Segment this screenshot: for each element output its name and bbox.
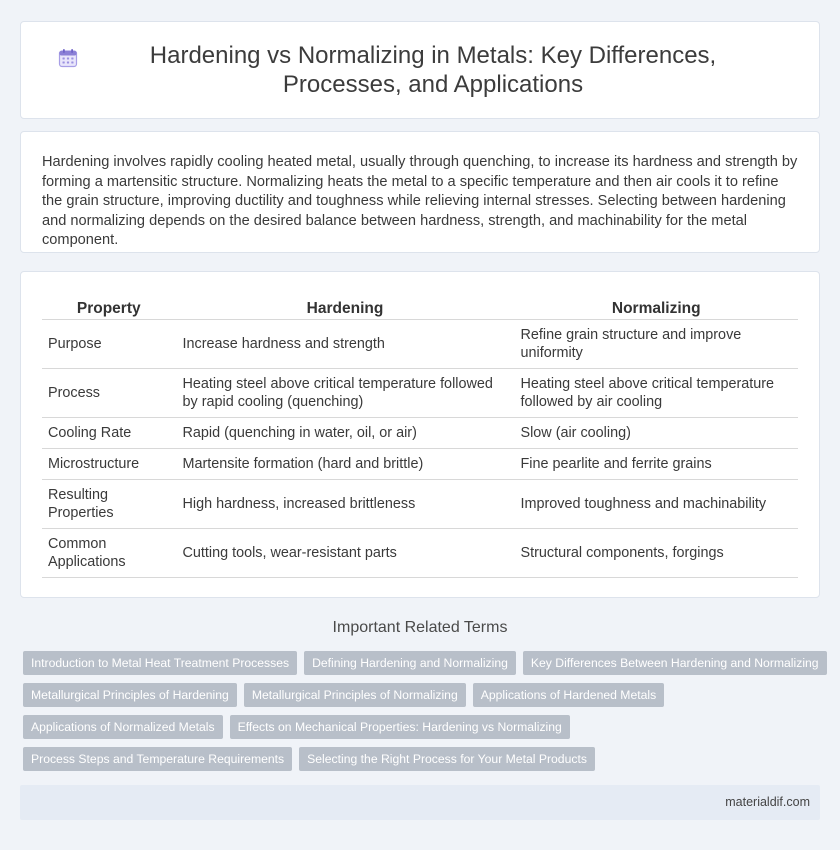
table-cell: Microstructure bbox=[42, 448, 176, 479]
related-term-link[interactable]: Metallurgical Principles of Hardening bbox=[23, 683, 237, 707]
page-title: Hardening vs Normalizing in Metals: Key Differences, Processes, and Applications bbox=[149, 42, 717, 98]
table-header-row bbox=[42, 296, 798, 319]
table-row bbox=[42, 417, 798, 448]
related-term-link[interactable]: Selecting the Right Process for Your Metal Products bbox=[299, 747, 595, 771]
table-cell: Martensite formation (hard and brittle) bbox=[176, 448, 514, 479]
table-cell: Increase hardness and strength bbox=[176, 319, 514, 368]
table-cell: Heating steel above critical temperature followed by rapid cooling (quenching) bbox=[176, 368, 514, 417]
table-cell: Rapid (quenching in water, oil, or air) bbox=[176, 417, 514, 448]
related-term-link[interactable]: Effects on Mechanical Properties: Hardening vs Normalizing bbox=[230, 715, 570, 739]
header-card bbox=[20, 21, 820, 119]
related-terms-title: Important Related Terms bbox=[332, 619, 508, 636]
related-term-link[interactable]: Applications of Hardened Metals bbox=[473, 683, 664, 707]
table-cell: Cutting tools, wear-resistant parts bbox=[176, 528, 514, 577]
table-cell: Slow (air cooling) bbox=[514, 417, 798, 448]
table-row bbox=[42, 479, 798, 528]
related-term-link[interactable]: Key Differences Between Hardening and Normalizing bbox=[523, 651, 827, 675]
comparison-table bbox=[42, 296, 798, 578]
table-cell: Purpose bbox=[42, 319, 176, 368]
table-row bbox=[42, 368, 798, 417]
related-term-link[interactable]: Process Steps and Temperature Requirements bbox=[23, 747, 292, 771]
table-cell: Heating steel above critical temperature followed by air cooling bbox=[514, 368, 798, 417]
footer-site-link[interactable]: materialdif.com bbox=[725, 795, 810, 809]
related-term-link[interactable]: Defining Hardening and Normalizing bbox=[304, 651, 516, 675]
intro-card bbox=[20, 131, 820, 253]
header-hardening: Hardening bbox=[176, 296, 514, 319]
related-term-link[interactable]: Introduction to Metal Heat Treatment Processes bbox=[23, 651, 297, 675]
footer bbox=[20, 785, 820, 820]
related-terms-list bbox=[23, 651, 823, 779]
table-cell: Common Applications bbox=[42, 528, 176, 577]
table-cell: Structural components, forgings bbox=[514, 528, 798, 577]
table-cell: Process bbox=[42, 368, 176, 417]
header-normalizing: Normalizing bbox=[514, 296, 798, 319]
related-term-link[interactable]: Metallurgical Principles of Normalizing bbox=[244, 683, 466, 707]
comparison-table-card bbox=[20, 271, 820, 598]
intro-paragraph: Hardening involves rapidly cooling heated metal, usually through quenching, to increase its hardness and strength by forming a martensitic structure. Normalizing heats the metal to a specific temperature and then air cools it to refine the grain structure, improving ductility and toughness while relieving internal stresses. Selecting between hardening and normalizing depends on the desired balance between hardness, strength, and machinability for the metal component. bbox=[42, 154, 798, 249]
related-term-link[interactable]: Applications of Normalized Metals bbox=[23, 715, 223, 739]
table-cell: Cooling Rate bbox=[42, 417, 176, 448]
table-row bbox=[42, 528, 798, 577]
table-cell: Refine grain structure and improve uniformity bbox=[514, 319, 798, 368]
table-cell: Improved toughness and machinability bbox=[514, 479, 798, 528]
table-cell: Resulting Properties bbox=[42, 479, 176, 528]
table-row bbox=[42, 319, 798, 368]
table-cell: High hardness, increased brittleness bbox=[176, 479, 514, 528]
header-property: Property bbox=[42, 296, 176, 319]
table-row bbox=[42, 448, 798, 479]
table-cell: Fine pearlite and ferrite grains bbox=[514, 448, 798, 479]
